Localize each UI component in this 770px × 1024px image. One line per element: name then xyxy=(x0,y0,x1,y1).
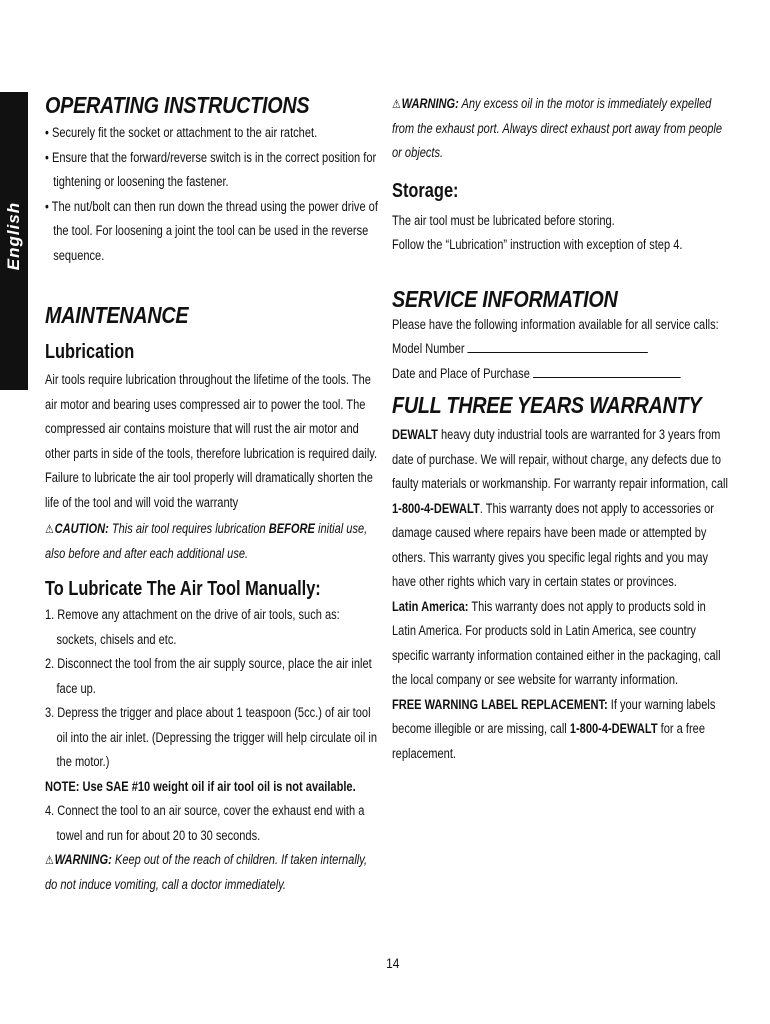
list-item: 2. Disconnect the tool from the air supply source, place the air inlet face up. xyxy=(45,656,372,696)
operating-bullets xyxy=(45,121,380,268)
lubrication-heading: Lubrication xyxy=(45,341,135,363)
storage-line: The air tool must be lubricated before storing. xyxy=(392,212,615,228)
storage-line: Follow the “Lubrication” instruction with exception of step 4. xyxy=(392,237,683,252)
list-item: • Ensure that the forward/reverse switch is in the correct position for tightening or loosening the fastener. xyxy=(45,149,377,189)
model-number-field: Model Number xyxy=(392,337,728,362)
warranty-body xyxy=(392,423,728,766)
caution-note: ⚠CAUTION: This air tool requires lubrication BEFORE initial use, also before and after each additional use. xyxy=(45,521,368,561)
blank-line xyxy=(468,338,648,353)
warning-triangle-icon: ⚠ xyxy=(392,97,401,111)
page-number: 14 xyxy=(386,955,400,971)
manual-steps xyxy=(45,603,380,897)
left-column xyxy=(45,92,380,897)
right-column xyxy=(392,92,728,766)
blank-line xyxy=(533,363,681,378)
list-item: 4. Connect the tool to an air source, cover the exhaust end with a towel and run for about 20 to 30 seconds. xyxy=(45,803,365,843)
storage-heading: Storage: xyxy=(392,179,459,202)
oil-note: NOTE: Use SAE #10 weight oil if air tool oil is not available. xyxy=(45,778,356,794)
warning-triangle-icon: ⚠ xyxy=(45,853,54,867)
warranty-text: DEWALT heavy duty industrial tools are warranted for 3 years from date of purchase. We will repair, without charge, any defects due to faulty materials or workmanship. For warranty repair information, call 1-800-4-DEWALT. This warranty does not apply to accessories or damage caused where repairs have been made or attempted by others. This warranty gives you specific legal rights and you may have other rights which vary in certain states or provinces. xyxy=(392,427,728,589)
lubrication-body xyxy=(45,368,380,566)
service-intro: Please have the following information available for all service calls: xyxy=(392,316,719,332)
free-label-replacement: FREE WARNING LABEL REPLACEMENT: If your warning labels become illegible or are missing, call 1-800-4-DEWALT for a free replacement. xyxy=(392,696,716,761)
purchase-date-field: Date and Place of Purchase xyxy=(392,362,728,387)
service-information-heading: SERVICE INFORMATION xyxy=(392,285,618,312)
children-warning: ⚠WARNING: Keep out of the reach of children. If taken internally, do not induce vomiting, call a doctor immediately. xyxy=(45,852,368,892)
storage-body xyxy=(392,209,728,258)
exhaust-warning: ⚠WARNING: Any excess oil in the motor is immediately expelled from the exhaust port. Always direct exhaust port away from people or objects. xyxy=(392,96,723,160)
manual-lubrication-heading: To Lubricate The Air Tool Manually: xyxy=(45,578,321,600)
language-tab-label: English xyxy=(4,201,23,271)
list-item: 1. Remove any attachment on the drive of air tools, such as: sockets, chisels and etc. xyxy=(45,607,340,647)
service-body xyxy=(392,313,728,387)
list-item: 3. Depress the trigger and place about 1 teaspoon (5cc.) of air tool oil into the air inlet. (Depressing the trigger will help circulate oil in the motor.) xyxy=(45,705,378,769)
latin-america-text: Latin America: This warranty does not apply to products sold in Latin America. For products sold in Latin America, see country specific warranty information contained either in the packaging, call the local company or see website for warranty information. xyxy=(392,598,721,687)
list-item: • The nut/bolt can then run down the thread using the power drive of the tool. For loosening a joint the tool can be used in the reverse sequence. xyxy=(45,198,378,263)
lubrication-text: Air tools require lubrication throughout the lifetime of the tools. The air motor and bearing uses compressed air to power the tool. The compressed air contains moisture that will rust the air motor and other parts in side of the tools, therefore lubrication is required daily. Failure to lubricate the air tool properly will dramatically shorten the life of the tool and will void the warranty xyxy=(45,372,378,510)
list-item: • Securely fit the socket or attachment to the air ratchet. xyxy=(45,125,318,140)
warranty-heading: FULL THREE YEARS WARRANTY xyxy=(392,392,702,418)
operating-instructions-heading: OPERATING INSTRUCTIONS xyxy=(45,92,310,118)
maintenance-heading: MAINTENANCE xyxy=(45,302,189,328)
warning-triangle-icon: ⚠ xyxy=(45,522,54,536)
